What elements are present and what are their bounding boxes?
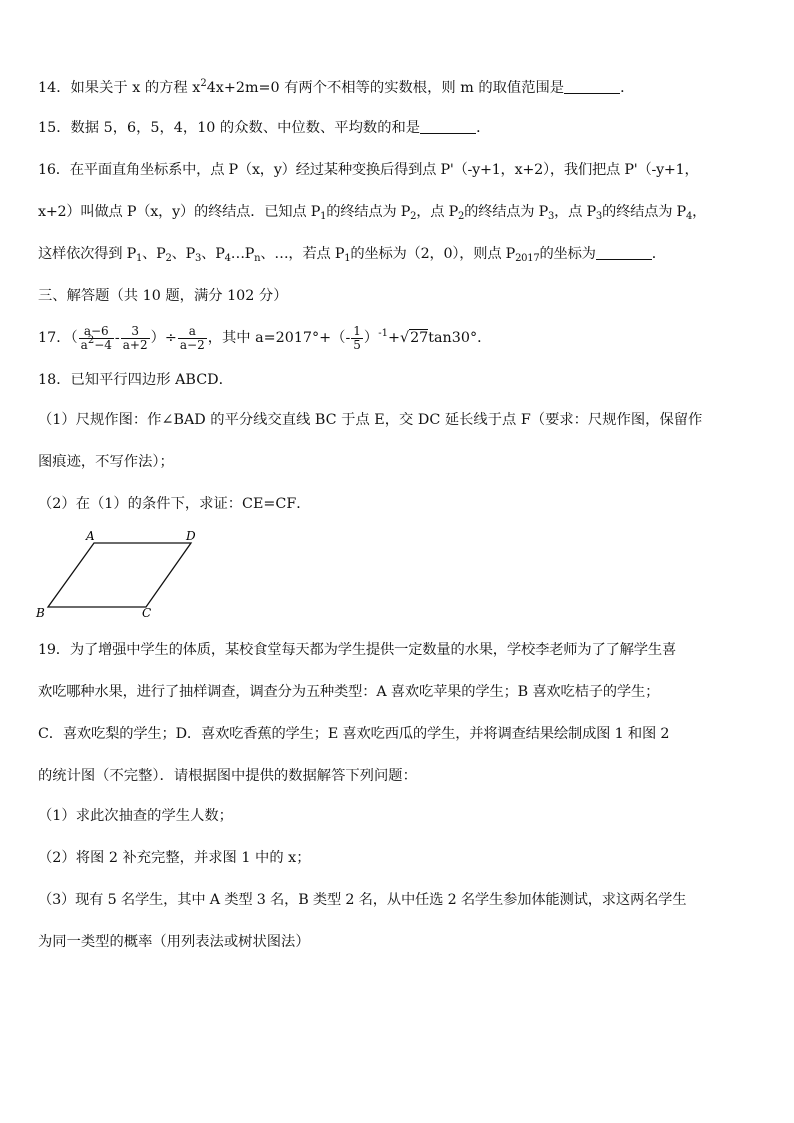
fraction-2: $\frac{3}{a+2}$ xyxy=(122,323,148,352)
question-18-part-2: （2）在（1）的条件下，求证：CE=CF． xyxy=(38,496,311,512)
question-18-part-1-line-2: 图痕迹，不写作法）； xyxy=(38,454,174,470)
section-3-heading: 三、解答题（共 10 题，满分 102 分） xyxy=(38,288,288,304)
parallelogram-figure xyxy=(30,526,210,624)
square-root: √27 xyxy=(399,330,429,346)
fraction-4: $\frac{1}{5}$ xyxy=(353,323,361,352)
question-18-title: 18．已知平行四边形 ABCD． xyxy=(38,372,233,388)
question-19-line-2: 欢吃哪种水果，进行了抽样调查，调查分为五种类型：A 喜欢吃苹果的学生；B 喜欢吃桔子的学生； xyxy=(38,684,660,700)
question-16-line-3: 这样依次得到 $P_1$、$P_2$、$P_3$、$P_4\dots P_n$、…，若点 $P_1$的坐标为（2，0），则点 $P_{2017}$的坐标为 ． xyxy=(38,246,666,264)
fraction-1: $\frac{a-6}{a^2-4}$ xyxy=(80,323,112,352)
answer-blank[interactable] xyxy=(420,119,476,134)
question-16-line-1: 16．在平面直角坐标系中，点 P（x，y）经过某种变换后得到点 P'（-y+1，x+2），我们把点 P'（-y+1， xyxy=(38,162,699,178)
answer-blank[interactable] xyxy=(564,79,620,94)
question-18-part-1-line-1: （1）尺规作图：作∠BAD 的平分线交直线 BC 于点 E，交 DC 延长线于点 F（要求：尺规作图，保留作 xyxy=(38,412,703,428)
question-19-line-4: 的统计图（不完整）．请根据图中提供的数据解答下列问题： xyxy=(38,768,417,784)
question-19-part-3-line-2: 为同一类型的概率（用列表法或树状图法） xyxy=(38,934,310,950)
vertex-label-c: C xyxy=(142,606,152,620)
question-19-line-3: C．喜欢吃梨的学生；D．喜欢吃香蕉的学生；E 喜欢吃西瓜的学生，并将调查结果绘制成图 1 和图 2 xyxy=(38,726,670,742)
vertex-label-d: D xyxy=(186,529,196,543)
question-19-part-1: （1）求此次抽查的学生人数； xyxy=(38,808,233,824)
question-19-line-1: 19．为了增强中学生的体质，某校食堂每天都为学生提供一定数量的水果，学校李老师为了了解学生喜 xyxy=(38,642,677,658)
vertex-label-a: A xyxy=(86,529,95,543)
question-14: 14．如果关于 x 的方程 $x^24x+2m=0$ 有两个不相等的实数根，则 m 的取值范围是 ． xyxy=(38,78,635,96)
question-19-part-3-line-1: （3）现有 5 名学生，其中 A 类型 3 名，B 类型 2 名，从中任选 2 名学生参加体能测试，求这两名学生 xyxy=(38,892,687,908)
fraction-3: $\frac{a}{a-2}$ xyxy=(179,323,205,352)
question-15: 15．数据 5，6，5，4，10 的众数、中位数、平均数的和是 ． xyxy=(38,120,491,136)
answer-blank[interactable] xyxy=(596,245,652,260)
question-19-part-2: （2）将图 2 补充完整，并求图 1 中的 x； xyxy=(38,850,311,866)
vertex-label-b: B xyxy=(36,606,45,620)
parallelogram-abcd xyxy=(48,543,191,607)
question-16-line-2: x+2）叫做点 P（x，y）的终结点．已知点 $P_1$的终结点为 $P_2$，点 $P_2$的终结点为 $P_3$，点 $P_3$的终结点为 $P_4$， xyxy=(38,204,707,222)
question-17: 17．（ $\frac{a-6}{a^2-4}$ - $\frac{3}{a+2}$ ）÷ $\frac{a}{a-2}$ ，其中 a=2017°+（- $\frac{1}{5}$ ）$^{-1}$+√27tan30°． xyxy=(38,323,492,352)
